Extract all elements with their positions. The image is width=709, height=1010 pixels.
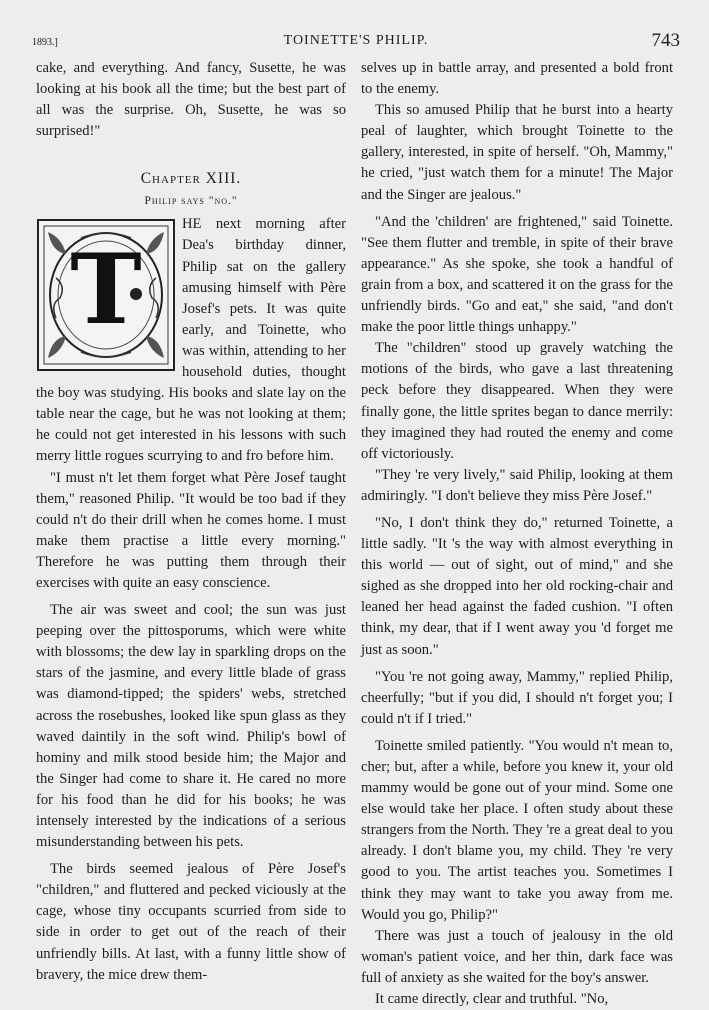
paragraph: "I must n't let them forget what Père Josef taught them," reasoned Philip. "It would be too bad if they could n't do their drill when he comes home. I must make them practise a little every morning." Therefore he was putting them through their exercises with quite an easy conscience. xyxy=(36,469,346,591)
paragraph: The birds seemed jealous of Père Josef's "children," and fluttered and pecked viciously at the cage, whose tiny occupants scurried from side to side in order to get out of the reach of their unfriendly bills. At last, with a funny little show of bravery, the mice drew them- xyxy=(36,861,346,983)
paragraph: This so amused Philip that he burst into a hearty peal of laughter, which brought Toinette to the gallery, interested, in spite of herself. "Oh, Mammy," he cried, "just watch them for a minute! The Major and the Singer are jealous." xyxy=(361,102,673,203)
paragraph: "And the 'children' are frightened," said Toinette. "See them flutter and tremble, in spite of their brave appearance." As she spoke, she took a handful of grain from a box, and scattered it on the grass for the unfriendly birds. "Go and eat," she said, "and don't make the poor little things unhappy." xyxy=(361,213,673,336)
paragraph: The "children" stood up gravely watching the motions of the birds, who gave a last threatening peck before they disappeared. When they were finally gone, the little sprites began to dance merrily: they imagined they had routed the enemy and come off victoriously. xyxy=(361,340,673,462)
right-column xyxy=(361,58,673,1008)
paragraph: cake, and everything. And fancy, Susette, he was looking at his book all the time; but the best part of all was the surprise. Oh, Susette, he was so surprised!" xyxy=(36,60,346,140)
paragraph: selves up in battle array, and presented a bold front to the enemy. xyxy=(361,60,673,98)
dropcap-letter: T xyxy=(70,233,142,347)
paragraph: "They 're very lively," said Philip, looking at them admiringly. "I don't believe they miss Père Josef." xyxy=(361,466,673,504)
paragraph: HE next morning after Dea's birthday dinner, Philip sat on the gallery amusing himself with Père Josef's pets. It was quite early, and Toinette, who was within, attending to her household duties, thought the boy was studying. His books and slate lay on the table near the cage, but he was not looking at them; he could not get interested in his lessons with such merry little rogues scurrying to and fro before him. xyxy=(36,216,346,465)
paragraph: The air was sweet and cool; the sun was just peeping over the pittosporums, which were white with blossoms; the dew lay in sparkling drops on the stars of the jasmine, and every little blade of grass was diamond-tipped; the spiders' webs, stretched across the rosebushes, looked like spun glass as they waved daintily in the soft wind. Philip's bowl of hominy and milk stood beside him; the Major and the Singer had come to share it. He cared no more for his food than he did for his books; he was intensely interested by the indications of a serious misunderstanding between his pets. xyxy=(36,602,346,851)
header-date: 1893.] xyxy=(32,37,58,48)
chapter-title: Chapter XIII. xyxy=(140,170,242,188)
paragraph: There was just a touch of jealousy in the old woman's patient voice, and her thin, dark face was full of anxiety as she waited for the boy's answer. xyxy=(361,927,673,986)
running-header xyxy=(32,30,680,54)
left-column xyxy=(36,58,346,988)
header-title: TOINETTE'S PHILIP. xyxy=(283,33,429,48)
page-number: 743 xyxy=(651,30,680,51)
chapter-subtitle: Philip says "no." xyxy=(144,195,238,208)
paragraph: It came directly, clear and truthful. "No, xyxy=(375,991,609,1008)
ornamental-dropcap xyxy=(36,218,176,372)
paragraph: "You 're not going away, Mammy," replied Philip, cheerfully; "but if you did, I should n't forget you; I could n't if I tried." xyxy=(361,668,673,727)
paragraph: Toinette smiled patiently. "You would n't mean to, cher; but, after a while, before you knew it, your old mammy would be gone out of your mind. Some one else would take her place. I often study about these strangers from the North. They 're a great deal to you already. I don't blame you, my child. They 're very good to you. The artist teaches you. Sometimes I think they may want to take you away from me. Would you go, Philip?" xyxy=(361,737,673,923)
paragraph: "No, I don't think they do," returned Toinette, a little sadly. "It 's the way with almost everything in this world — out of sight, out of mind," and she sighed as she dropped into her old rocking-chair and leaned her head against the faded cushion. "I often think, my dear, that if I went away you 'd forget me just as soon." xyxy=(361,514,673,658)
